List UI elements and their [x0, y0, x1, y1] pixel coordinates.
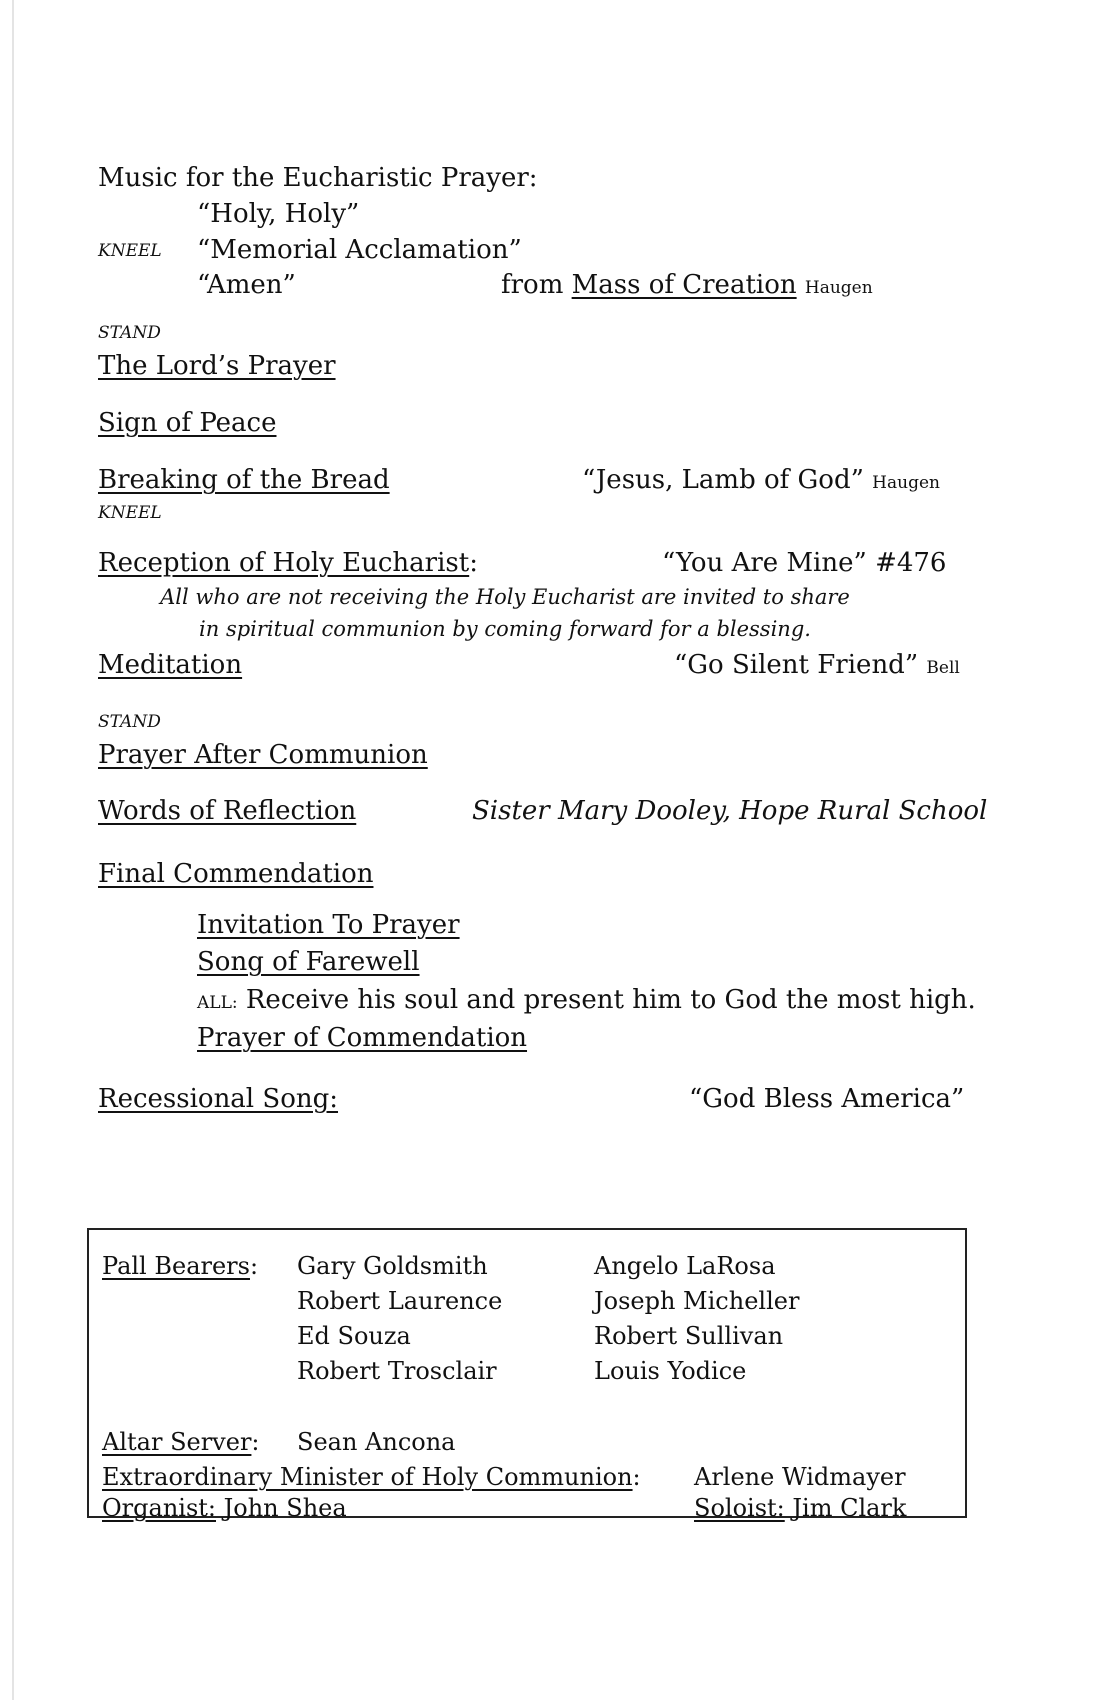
- lords-prayer-heading: The Lord’s Prayer: [98, 351, 336, 381]
- eucharistic-item-memorial: “Memorial Acclamation”: [197, 235, 522, 265]
- reception-note-line-2: in spiritual communion by coming forward for a blessing.: [199, 617, 811, 641]
- eucharistic-item-amen: “Amen”: [197, 270, 296, 300]
- pall-bearers-label: [102, 1252, 258, 1280]
- emhc-name: Arlene Widmayer: [694, 1463, 906, 1491]
- pall-bearers-colon: :: [249, 1252, 259, 1280]
- soloist-label: Soloist:: [694, 1494, 785, 1522]
- participants-box: [87, 1228, 967, 1522]
- reception-heading: [98, 549, 478, 579]
- organist-label: Organist:: [102, 1494, 216, 1522]
- organist-row: [102, 1494, 347, 1522]
- mass-of-creation-credit: [501, 271, 873, 301]
- all-response: [197, 986, 976, 1016]
- mass-title: Mass of Creation: [571, 270, 797, 300]
- emhc-colon: :: [632, 1463, 641, 1491]
- page-edge-line: [12, 0, 14, 1700]
- kneel-cue: KNEEL: [98, 503, 162, 523]
- breaking-bread-heading: Breaking of the Bread: [98, 465, 390, 495]
- eucharistic-title: Music for the Eucharistic Prayer:: [98, 163, 538, 193]
- meditation-heading: Meditation: [98, 650, 243, 680]
- invitation-to-prayer: Invitation To Prayer: [197, 910, 460, 940]
- organist-name: John Shea: [223, 1494, 347, 1522]
- recessional-music: “God Bless America”: [689, 1084, 965, 1114]
- composer: Haugen: [804, 278, 873, 298]
- altar-server-label: [102, 1428, 260, 1456]
- altar-server-colon: :: [251, 1428, 260, 1456]
- emhc-label: [102, 1463, 641, 1491]
- final-commendation-heading: Final Commendation: [98, 859, 374, 889]
- all-label: ALL:: [197, 993, 238, 1013]
- meditation-music: [674, 651, 960, 681]
- pall-bearer: Ed Souza: [297, 1322, 411, 1350]
- pall-bearer: Robert Sullivan: [594, 1322, 784, 1350]
- pall-bearers-title: Pall Bearers: [102, 1252, 250, 1280]
- pall-bearer: Louis Yodice: [594, 1357, 747, 1385]
- music-title: “Go Silent Friend”: [674, 650, 919, 680]
- pall-bearer: Robert Trosclair: [297, 1357, 497, 1385]
- reception-title: Reception of Holy Eucharist: [98, 548, 470, 578]
- stand-cue: STAND: [98, 712, 161, 732]
- composer: Bell: [926, 658, 960, 678]
- kneel-cue: KNEEL: [98, 241, 162, 261]
- prayer-of-commendation: Prayer of Commendation: [197, 1023, 528, 1053]
- emhc-title: Extraordinary Minister of Holy Communion: [102, 1463, 633, 1491]
- song-of-farewell: Song of Farewell: [197, 947, 420, 977]
- response-text: Receive his soul and present him to God the most high.: [245, 985, 976, 1015]
- prayer-after-communion-heading: Prayer After Communion: [98, 740, 428, 770]
- breaking-bread-music: [582, 466, 940, 496]
- pall-bearer: Joseph Micheller: [594, 1287, 800, 1315]
- reception-note-line-1: All who are not receiving the Holy Eucharist are invited to share: [160, 585, 850, 609]
- soloist-name: Jim Clark: [792, 1494, 907, 1522]
- pall-bearer: Robert Laurence: [297, 1287, 503, 1315]
- soloist-row: [694, 1494, 906, 1522]
- recessional-heading: Recessional Song:: [98, 1084, 339, 1114]
- pall-bearer: Gary Goldsmith: [297, 1252, 488, 1280]
- reflection-heading: Words of Reflection: [98, 796, 357, 826]
- altar-server-name: Sean Ancona: [297, 1428, 456, 1456]
- reflection-speaker: Sister Mary Dooley, Hope Rural School: [472, 796, 988, 826]
- altar-server-title: Altar Server: [102, 1428, 252, 1456]
- from-text: from: [501, 270, 564, 300]
- stand-cue: STAND: [98, 323, 161, 343]
- pall-bearer: Angelo LaRosa: [594, 1252, 776, 1280]
- composer: Haugen: [872, 473, 940, 493]
- reception-music: “You Are Mine” #476: [662, 548, 947, 578]
- sign-of-peace-heading: Sign of Peace: [98, 408, 277, 438]
- reception-colon: :: [469, 548, 478, 578]
- music-title: “Jesus, Lamb of God”: [582, 465, 864, 495]
- eucharistic-item-holy: “Holy, Holy”: [197, 199, 360, 229]
